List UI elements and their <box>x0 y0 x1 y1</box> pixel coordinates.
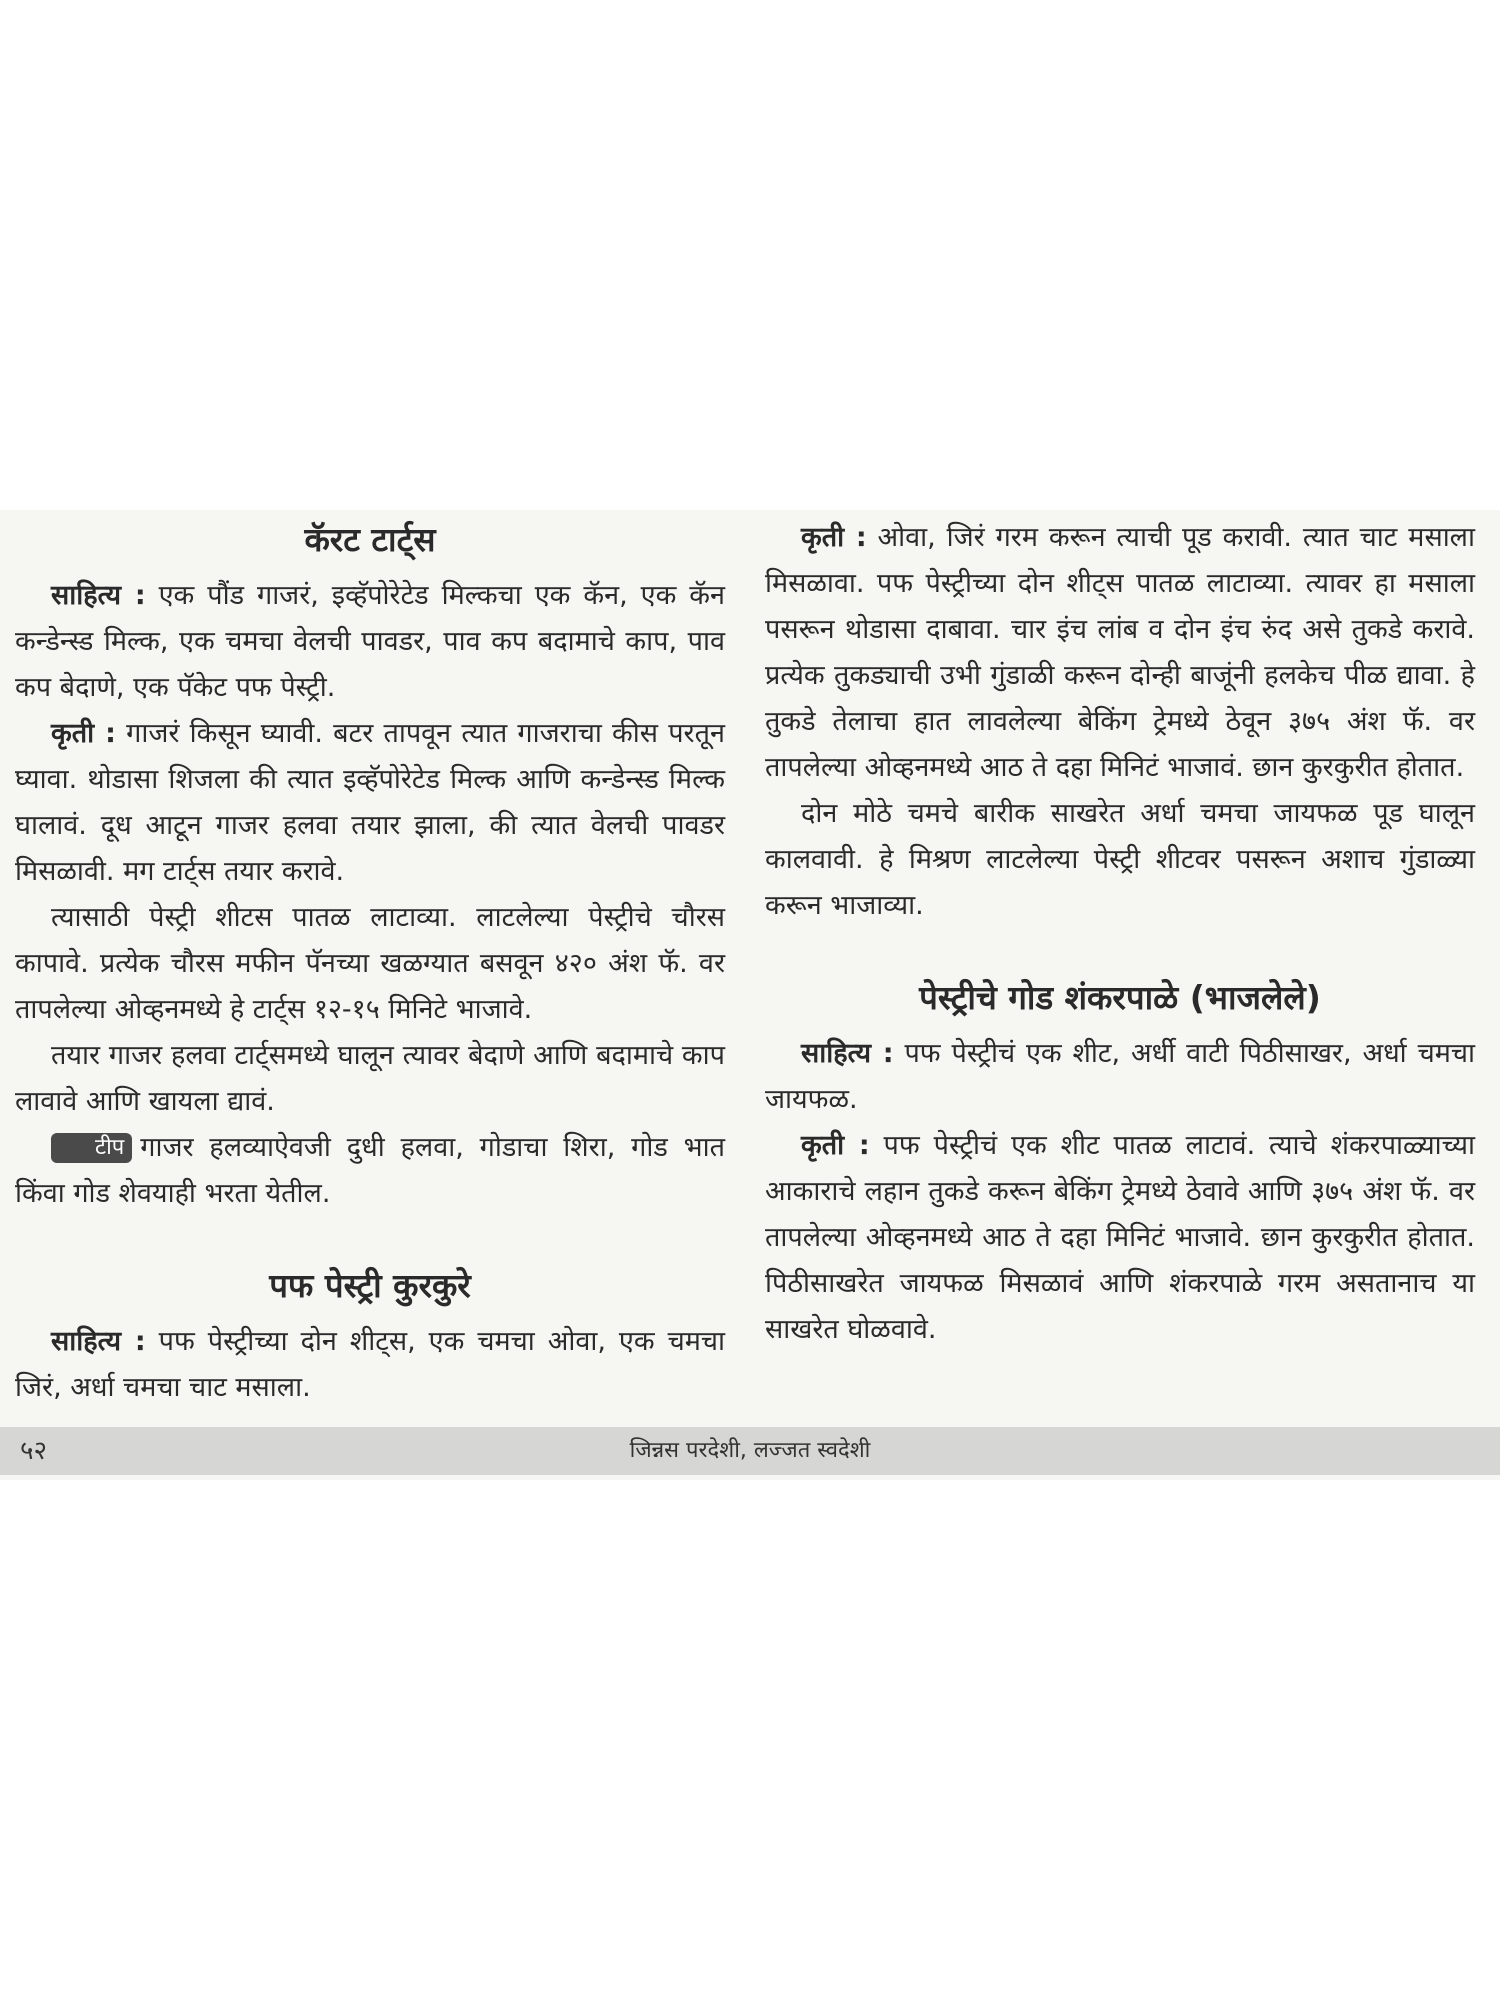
ingredients-label: साहित्य : <box>51 1326 146 1357</box>
recipe-title-puff-pastry-kurkure: पफ पेस्ट्री कुरकुरे <box>269 1266 471 1305</box>
method-paragraph <box>765 1123 1475 1353</box>
ingredients-paragraph <box>15 573 725 711</box>
method-label: कृती : <box>801 1130 870 1161</box>
method-text: ओवा, जिरं गरम करून त्याची पूड करावी. त्यात चाट मसाला मिसळावा. पफ पेस्ट्रीच्या दोन शीट्स पातळ लाटाव्या. त्यावर हा मसाला पसरून थोडासा दाबावा. चार इंच लांब व दोन इंच रुंद असे तुकडे करावे. प्रत्येक तुकड्याची उभी गुंडाळी करून दोन्ही बाजूंनी हलकेच पीळ द्यावा. हे तुकडे तेलाचा हात लावलेल्या बेकिंग ट्रेमध्ये ठेवून ३७५ अंश फॅ. वर तापलेल्या ओव्हनमध्ये आठ ते दहा मिनिटं भाजावं. छान कुरकुरीत होतात. <box>765 522 1475 783</box>
ingredients-paragraph <box>15 1319 725 1411</box>
method-label: कृती : <box>801 522 867 553</box>
recipe-title-sweet-shankarpale: पेस्ट्रीचे गोड शंकरपाळे (भाजलेले) <box>919 978 1321 1017</box>
method-paragraph <box>765 515 1475 791</box>
tip-paragraph <box>15 1125 725 1217</box>
page-number: ५२ <box>20 1436 48 1466</box>
method-paragraph-2: त्यासाठी पेस्ट्री शीटस पातळ लाटाव्या. लाटलेल्या पेस्ट्रीचे चौरस कापावे. प्रत्येक चौरस मफीन पॅनच्या खळग्यात बसवून ४२० अंश फॅ. वर तापलेल्या ओव्हनमध्ये हे टार्ट्स १२-१५ मिनिटे भाजावे. <box>15 902 725 1025</box>
left-column <box>15 515 725 1411</box>
ingredients-text: एक पौंड गाजरं, इव्हॅपोरेटेड मिल्कचा एक कॅन, एक कॅन कन्डेन्स्ड मिल्क, एक चमचा वेलची पावडर, पाव कप बदामाचे काप, पाव कप बेदाणे, एक पॅकेट पफ पेस्ट्री. <box>15 580 725 703</box>
method-paragraph <box>15 711 725 895</box>
ingredients-paragraph <box>765 1031 1475 1123</box>
method-label: कृती : <box>51 718 116 749</box>
recipe-title-carrot-tarts: कॅरट टार्ट्स <box>304 520 436 559</box>
method-text: पफ पेस्ट्रीचं एक शीट पातळ लाटावं. त्याचे शंकरपाळ्याच्या आकाराचे लहान तुकडे करून बेकिंग ट्रेमध्ये ठेवावे आणि ३७५ अंश फॅ. वर तापलेल्या ओव्हनमध्ये आठ ते दहा मिनिटं भाजावे. छान कुरकुरीत होतात. पिठीसाखरेत जायफळ मिसळावं आणि शंकरपाळे गरम असतानाच या साखरेत घोळवावे. <box>765 1130 1475 1345</box>
right-column <box>765 515 1475 1353</box>
ingredients-text: पफ पेस्ट्रीच्या दोन शीट्स, एक चमचा ओवा, एक चमचा जिरं, अर्धा चमचा चाट मसाला. <box>15 1326 726 1403</box>
tip-badge: टीप <box>51 1133 132 1163</box>
method-paragraph-3: तयार गाजर हलवा टार्ट्समध्ये घालून त्यावर बेदाणे आणि बदामाचे काप लावावे आणि खायला द्यावं. <box>15 1040 725 1117</box>
book-title: जिन्नस परदेशी, लज्जत स्वदेशी <box>629 1438 871 1463</box>
tip-text: गाजर हलव्याऐवजी दुधी हलवा, गोडाचा शिरा, गोड भात किंवा गोड शेवयाही भरता येतील. <box>15 1132 725 1209</box>
ingredients-text: पफ पेस्ट्रीचं एक शीट, अर्धी वाटी पिठीसाखर, अर्धा चमचा जायफळ. <box>765 1038 1475 1115</box>
ingredients-label: साहित्य : <box>51 580 146 611</box>
ingredients-label: साहित्य : <box>801 1038 894 1069</box>
page-footer <box>0 1427 1500 1475</box>
method-paragraph-2: दोन मोठे चमचे बारीक साखरेत अर्धा चमचा जायफळ पूड घालून कालवावी. हे मिश्रण लाटलेल्या पेस्ट्री शीटवर पसरून अशाच गुंडाळ्या करून भाजाव्या. <box>765 798 1475 921</box>
method-text: गाजरं किसून घ्यावी. बटर तापवून त्यात गाजराचा कीस परतून घ्यावा. थोडासा शिजला की त्यात इव्हॅपोरेटेड मिल्क आणि कन्डेन्स्ड मिल्क घालावं. दूध आटून गाजर हलवा तयार झाला, की त्यात वेलची पावडर मिसळावी. मग टार्ट्स तयार करावे. <box>15 718 725 887</box>
